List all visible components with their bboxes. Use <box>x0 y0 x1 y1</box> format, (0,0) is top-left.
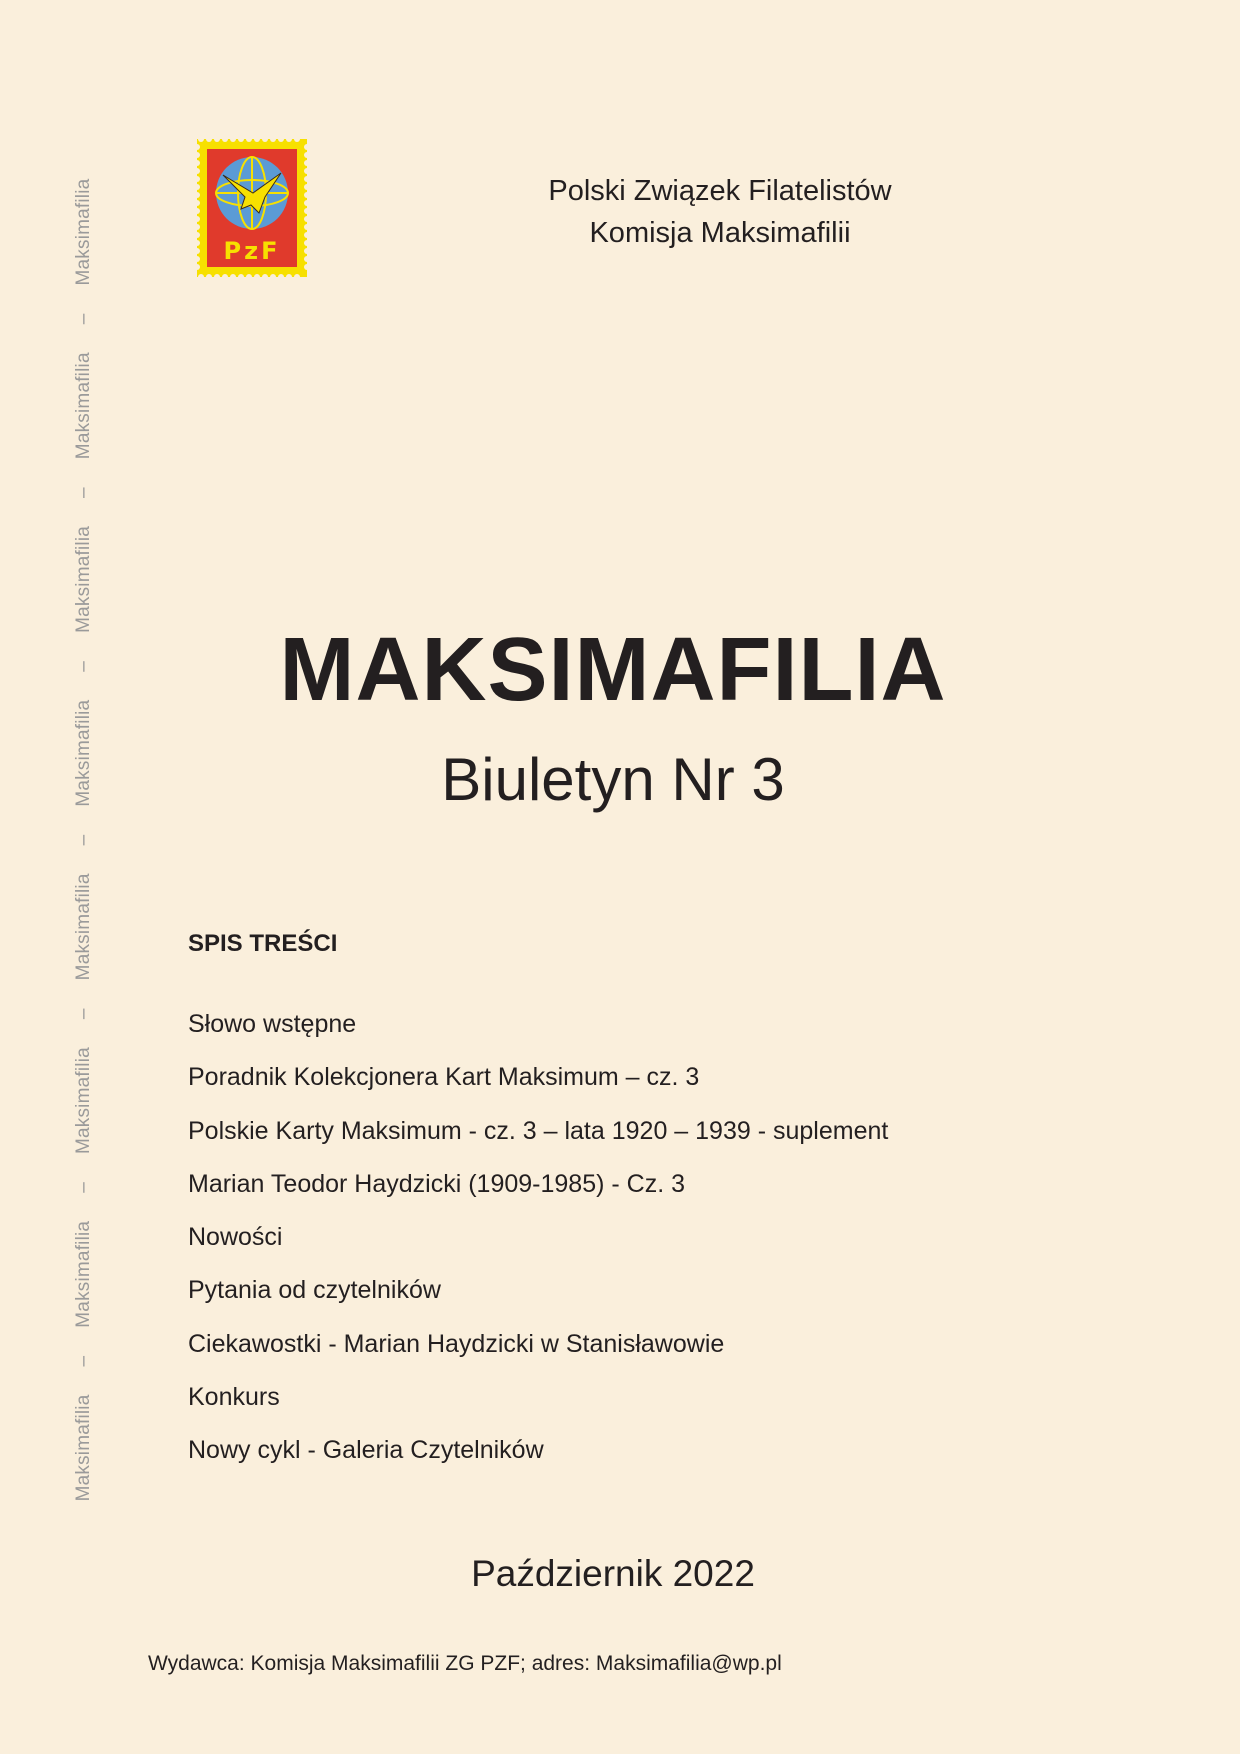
side-separator: – <box>73 313 94 325</box>
toc-item: Słowo wstępne <box>188 1010 357 1038</box>
issue-date: Październik 2022 <box>471 1553 755 1594</box>
toc-item: Poradnik Kolekcjonera Kart Maksimum – cz. 3 <box>188 1063 700 1092</box>
side-separator: – <box>73 660 94 672</box>
side-word: Maksimafilia <box>73 525 94 633</box>
side-word: Maksimafilia <box>73 1220 94 1328</box>
side-separator: – <box>73 1355 94 1367</box>
org-commission: Komisja Maksimafilii <box>589 217 851 249</box>
toc-item: Pytania od czytelników <box>188 1276 441 1305</box>
publisher-footer: Wydawca: Komisja Maksimafilii ZG PZF; adres: Maksimafilia@wp.pl <box>148 1652 782 1675</box>
toc-item: Polskie Karty Maksimum - cz. 3 – lata 1920 – 1939 - suplement <box>188 1116 889 1145</box>
side-separator: – <box>73 1182 94 1193</box>
side-word: Maksimafilia <box>73 352 94 460</box>
toc-item: Nowości <box>188 1223 283 1252</box>
toc-heading: SPIS TREŚCI <box>188 930 338 957</box>
side-separator: – <box>73 834 94 846</box>
organization-header <box>480 170 960 254</box>
toc-item: Konkurs <box>188 1383 280 1412</box>
logo-letters: PzF <box>223 237 281 265</box>
side-word: Maksimafilia <box>73 1047 94 1155</box>
side-word: Maksimafilia <box>73 873 94 981</box>
issue-subtitle: Biuletyn Nr 3 <box>441 746 785 813</box>
publication-title: MAKSIMAFILIA <box>279 620 947 720</box>
side-separator: – <box>73 1008 94 1020</box>
side-word: Maksimafilia <box>73 1394 94 1502</box>
toc-item: Ciekawostki - Marian Haydzicki w Stanisławowie <box>188 1329 725 1358</box>
side-separator: – <box>73 487 94 498</box>
toc-item: Nowy cykl - Galeria Czytelników <box>188 1436 544 1465</box>
side-strip <box>62 170 106 1510</box>
side-word: Maksimafilia <box>73 699 94 807</box>
pzf-logo <box>193 135 311 281</box>
table-of-contents <box>188 998 888 1478</box>
side-word: Maksimafilia <box>73 178 94 286</box>
toc-item: Marian Teodor Haydzicki (1909-1985) - Cz. 3 <box>188 1169 685 1198</box>
org-name: Polski Związek Filatelistów <box>548 175 892 207</box>
side-repeated-text <box>73 179 95 1502</box>
